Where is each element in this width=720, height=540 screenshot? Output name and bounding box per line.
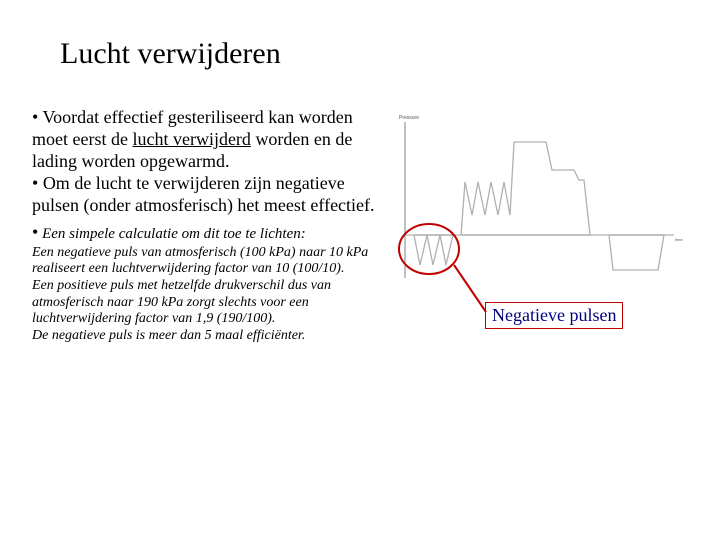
pressure-curve (405, 142, 674, 270)
bullet-1-text-after: worden en de lading worden opgewarmd. (32, 129, 353, 171)
pressure-pulse-graph (396, 110, 686, 280)
calculation-line-3: De negatieve puls is meer dan 5 maal efficiënter. (32, 328, 306, 344)
y-axis-label: Pressure (399, 115, 420, 121)
bullet-1-marker: • (32, 107, 39, 127)
bullet-2-text: Om de lucht te verwijderen zijn negatieve pulsen (onder atmosferisch) het meest effectief. (32, 173, 375, 215)
calculation-heading (32, 222, 392, 244)
bullet-1-underlined: lucht verwijderd (132, 129, 251, 149)
calculation-line-1: Een negatieve puls van atmosferisch (100 kPa) naar 10 kPa realiseert een luchtverwijdering factor van 10 (100/10). (32, 245, 369, 277)
negative-pulses-callout: Negatieve pulsen (485, 302, 623, 329)
bullet-1 (32, 106, 392, 172)
body-text (32, 106, 392, 344)
calculation-marker: • (32, 222, 39, 242)
x-axis-label: time (675, 237, 683, 242)
bullet-2-marker: • (32, 173, 39, 193)
bullet-1-text-before: Voordat effectief gesteriliseerd kan worden moet eerst de (32, 107, 353, 149)
calculation-heading-text: Een simpele calculatie om dit toe te lichten: (38, 226, 306, 242)
calculation-line-2: Een positieve puls met hetzelfde drukverschil dus van atmosferisch naar 190 kPa zorgt slechts voor een luchtverwijdering factor van 1,9 (190/100). (32, 278, 331, 326)
slide-title: Lucht verwijderen (60, 37, 281, 70)
bullet-2 (32, 172, 392, 216)
